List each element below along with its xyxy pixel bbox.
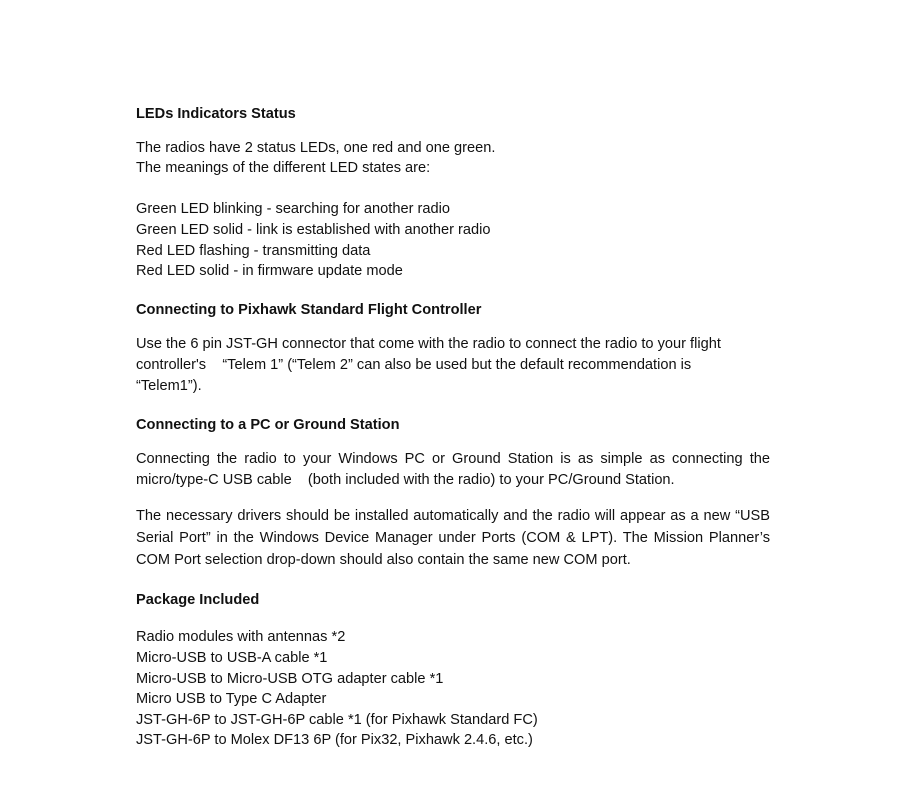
package-item: Micro USB to Type C Adapter [136, 691, 327, 708]
package-item: Radio modules with antennas *2 [136, 629, 346, 646]
led-intro-line: The radios have 2 status LEDs, one red and one green. [136, 139, 496, 156]
led-state-list [136, 199, 776, 281]
led-intro [136, 138, 776, 179]
package-item: Micro-USB to Micro-USB OTG adapter cable *1 [136, 670, 444, 687]
pixhawk-heading: Connecting to Pixhawk Standard Flight Controller [136, 301, 482, 318]
led-intro-line: The meanings of the different LED states are: [136, 160, 431, 177]
package-included-heading: Package Included [136, 591, 260, 608]
pixhawk-line: Use the 6 pin JST-GH connector that come with the radio to connect the radio to your flight [136, 336, 721, 353]
pixhawk-line: controller's “Telem 1” (“Telem 2” can also be used but the default recommendation is [136, 356, 692, 373]
led-state-item: Green LED blinking - searching for another radio [136, 201, 450, 218]
package-list [136, 627, 776, 751]
led-state-item: Green LED solid - link is established with another radio [136, 221, 491, 238]
pixhawk-line: “Telem1”). [136, 377, 202, 394]
package-item: JST-GH-6P to JST-GH-6P cable *1 (for Pixhawk Standard FC) [136, 711, 538, 728]
pc-connection-paragraph: Connecting the radio to your Windows PC or Ground Station is as simple as connecting the micro/type-C USB cable (both included with the radio) to your PC/Ground Station. [136, 450, 775, 489]
pc-ground-station-heading: Connecting to a PC or Ground Station [136, 417, 400, 434]
led-status-heading: LEDs Indicators Status [136, 106, 296, 122]
package-item: JST-GH-6P to Molex DF13 6P (for Pix32, Pixhawk 2.4.6, etc.) [136, 732, 533, 749]
document-page [136, 104, 776, 751]
led-state-item: Red LED flashing - transmitting data [136, 242, 371, 259]
pixhawk-paragraph [136, 334, 776, 396]
package-item: Micro-USB to USB-A cable *1 [136, 649, 328, 666]
led-state-item: Red LED solid - in firmware update mode [136, 263, 403, 280]
drivers-paragraph: The necessary drivers should be installed automatically and the radio will appear as a new “USB Serial Port” in the Windows Device Manager under Ports (COM & LPT). The Mission Planner’s COM Port selection drop-down should also contain the same new COM port. [136, 507, 770, 568]
